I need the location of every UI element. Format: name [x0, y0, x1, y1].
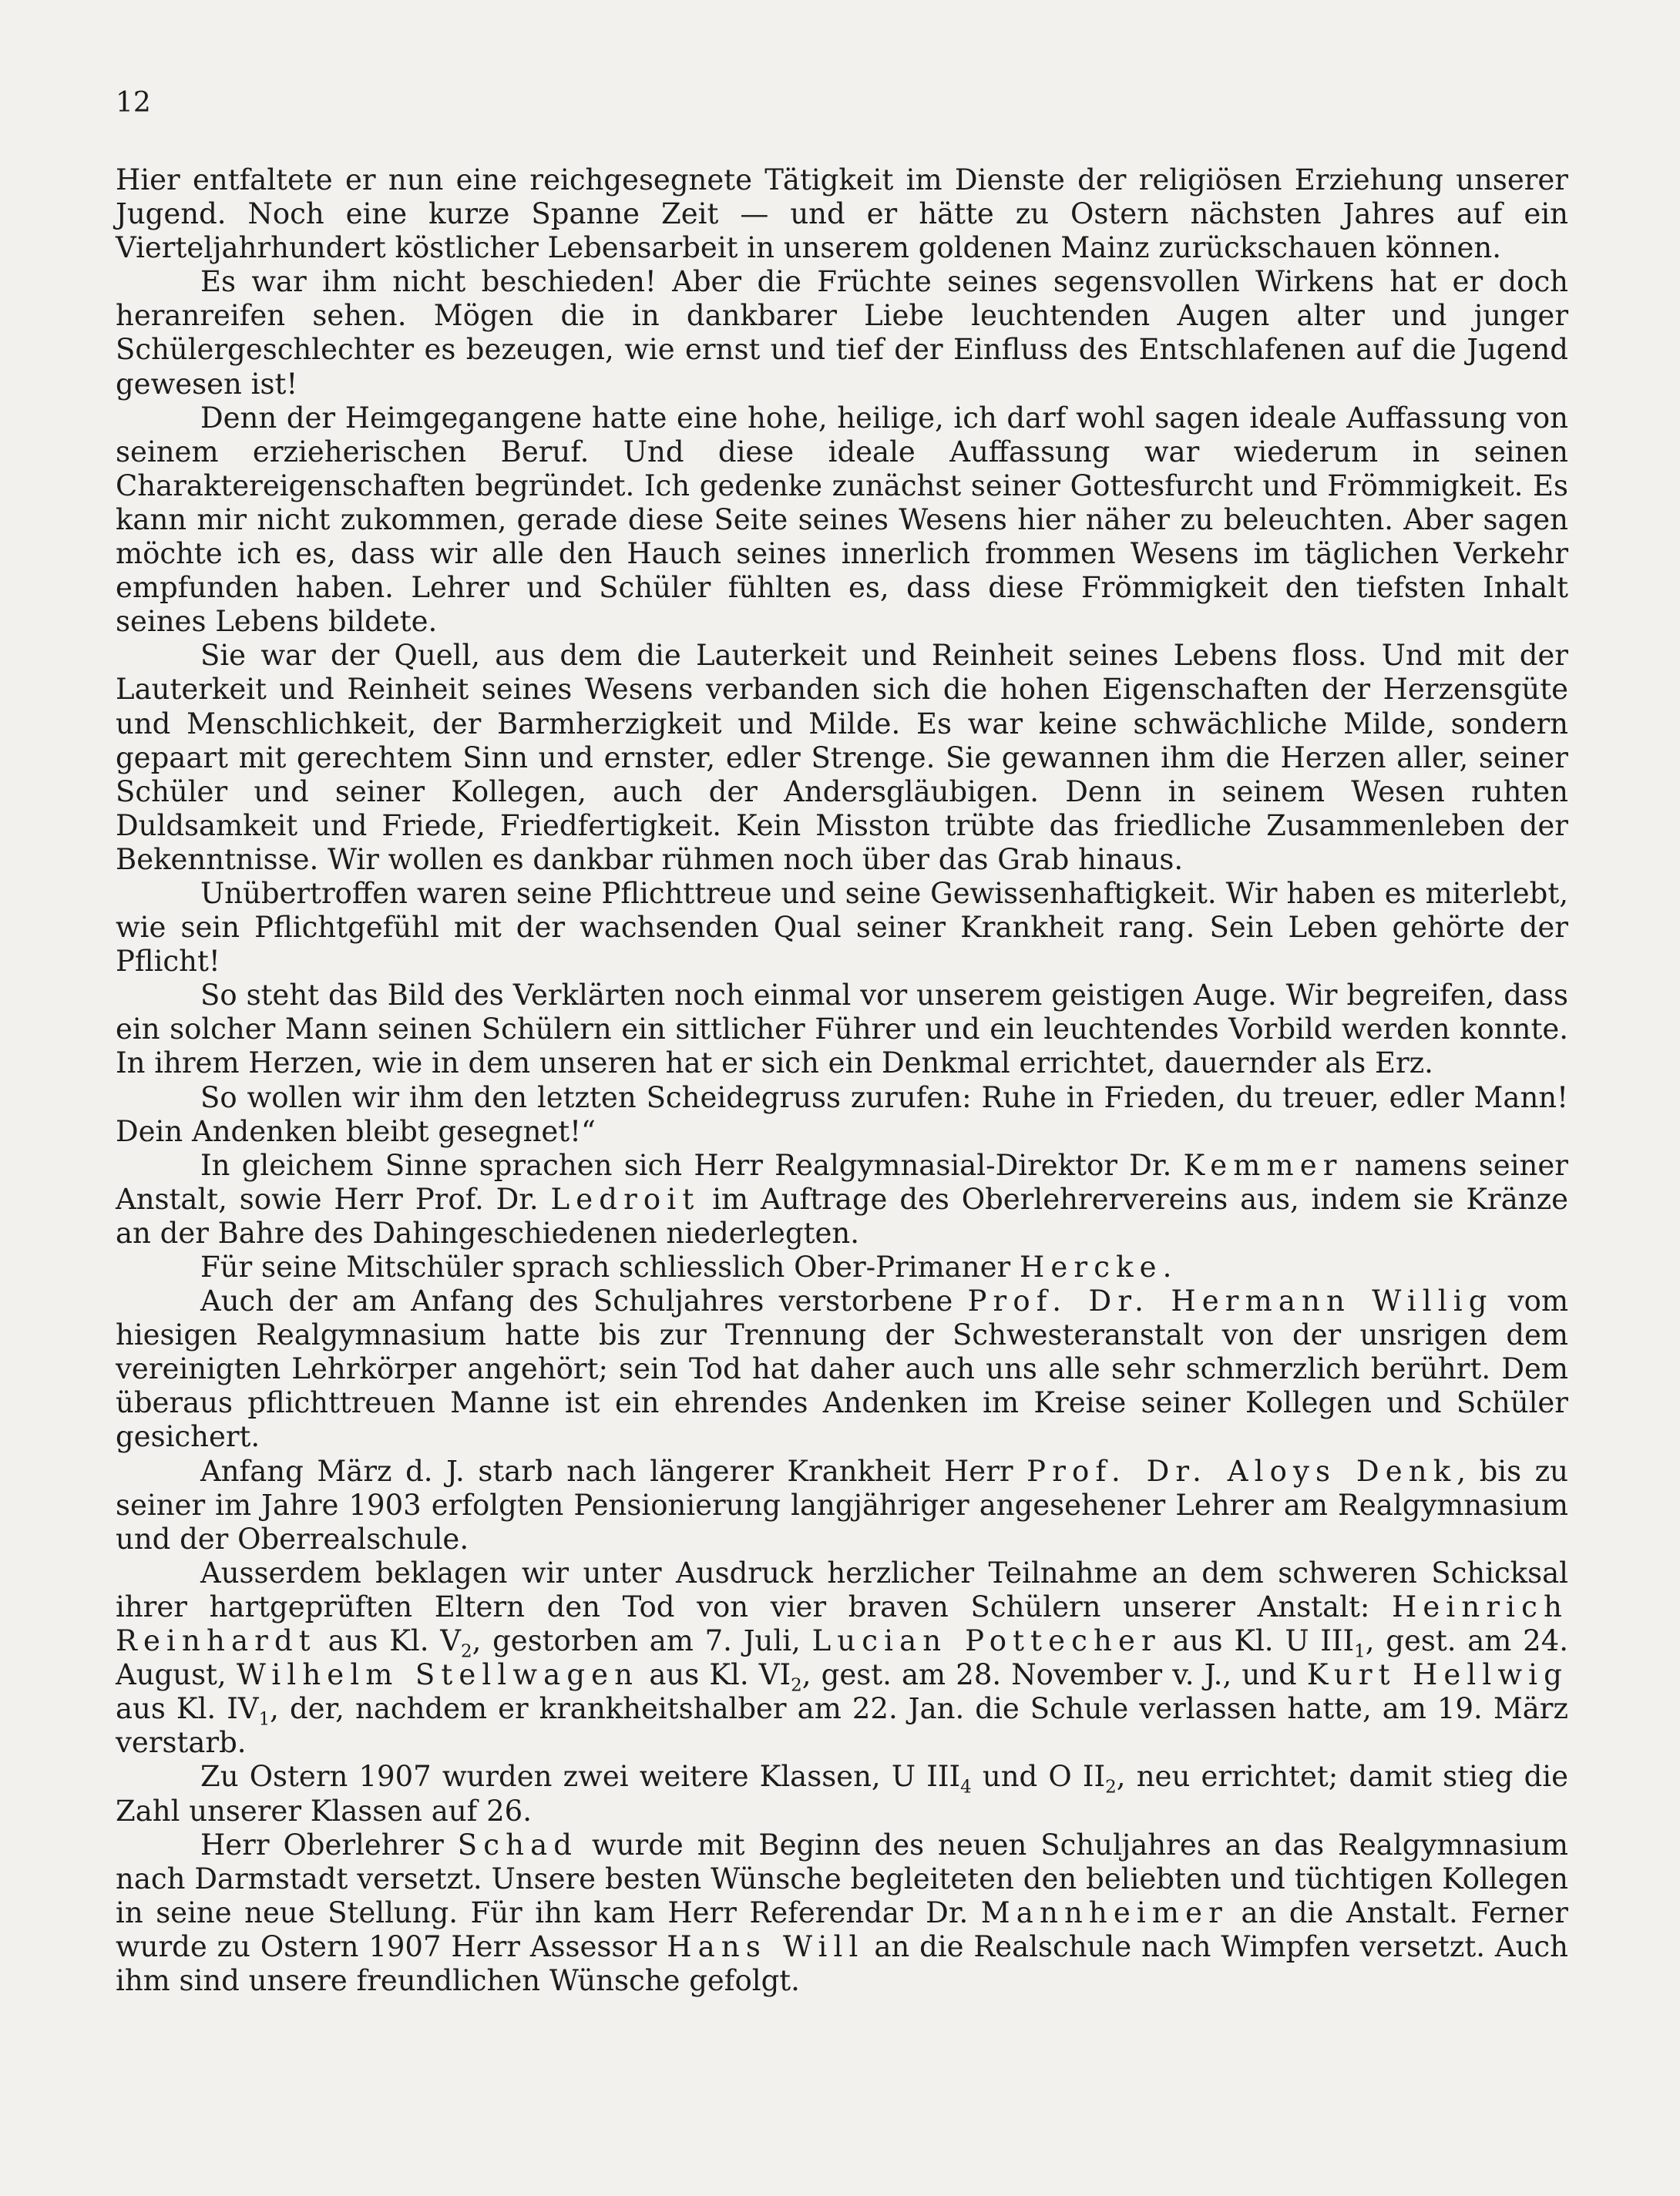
paragraph-2: Es war ihm nicht beschieden! Aber die Früchte seines segensvollen Wirkens hat er doch heranreifen sehen. Mögen die in dankbarer Liebe leuchtenden Augen alter und junger Schülergeschlechter es bezeugen, wie ernst und tief der Einfluss des Entschlafenen auf die Jugend gewesen ist! — [116, 265, 1568, 401]
paragraph-12 — [116, 1556, 1568, 1761]
person-name-mannheimer: Mannheimer — [980, 1895, 1228, 1929]
person-name-ledroit: Ledroit — [550, 1182, 701, 1216]
class-subscript: 2 — [460, 1641, 472, 1662]
text-segment: aus Kl. U III — [1172, 1624, 1355, 1658]
text-segment: In gleichem Sinne sprachen sich Herr Realgymnasial-Direktor Dr. — [200, 1148, 1172, 1182]
body-text — [116, 163, 1568, 1998]
person-name-denk: Prof. Dr. Aloys Denk — [1026, 1454, 1457, 1488]
paragraph-3: Denn der Heimgegangene hatte eine hohe, heilige, ich darf wohl sagen ideale Auffassung von seinem erzieherischen Beruf. Und diese ideale Auffassung war wiederum in seinen Charaktereigenschaften begründet. Ich gedenke zunächst seiner Gottesfurcht und Frömmigkeit. Es kann mir nicht zukommen, gerade diese Seite seines Wesens hier näher zu beleuchten. Aber sagen möchte ich es, dass wir alle den Hauch seines innerlich frommen Wesens im täglichen Verkehr empfunden haben. Lehrer und Schüler fühlten es, dass diese Frömmigkeit den tiefsten Inhalt seines Lebens bildete. — [116, 401, 1568, 639]
text-segment: , gest. am 24. August, — [116, 1624, 1569, 1692]
student-name-stellwagen: Wilhelm Stellwagen — [236, 1658, 640, 1692]
paragraph-9 — [116, 1251, 1568, 1284]
paragraph-10 — [116, 1284, 1568, 1454]
person-name-schad: Schad — [457, 1828, 579, 1862]
text-segment: Auch der am Anfang des Schuljahres verstorbene — [200, 1284, 953, 1318]
page-number: 12 — [116, 87, 151, 119]
paragraph-8 — [116, 1149, 1568, 1251]
text-segment: Herr Oberlehrer — [200, 1828, 444, 1862]
class-subscript: 1 — [258, 1709, 270, 1730]
person-name-willig: Prof. Dr. Hermann Willig — [967, 1284, 1494, 1318]
text-segment: aus Kl. VI — [649, 1658, 791, 1692]
text-segment: im Auftrage des Oberlehrervereins aus, indem sie Kränze an der Bahre des Dahingeschiedenen niederlegten. — [116, 1182, 1568, 1250]
paragraph-5: Unübertroffen waren seine Pflichttreue und seine Gewissenhaftigkeit. Wir haben es miterlebt, wie sein Pflichtgefühl mit der wachsenden Qual seiner Krankheit rang. Sein Leben gehörte der Pflicht! — [116, 876, 1568, 979]
text-segment: wurde mit Beginn des neuen Schuljahres an das Realgymnasium nach Darmstadt versetzt. Unsere besten Wünsche begleiteten den beliebten und tüchtigen Kollegen in seine neue Stellung. Für ihn kam Herr Referendar Dr. — [116, 1828, 1568, 1929]
text-segment: , gestorben am 7. Juli, — [472, 1624, 801, 1658]
class-subscript: 1 — [1354, 1641, 1366, 1662]
text-segment: , neu errichtet; damit stieg die Zahl unserer Klassen auf 26. — [116, 1760, 1568, 1828]
text-segment: an die Anstalt. Ferner wurde zu Ostern 1907 Herr Assessor — [116, 1895, 1568, 1963]
text-segment: , bis zu seiner im Jahre 1903 erfolgten Pensionierung langjähriger angesehener Lehrer am Realgymnasium und der Oberrealschule. — [116, 1454, 1568, 1556]
text-segment: an die Realschule nach Wimpfen versetzt. Auch ihm sind unsere freundlichen Wünsche gefolgt. — [116, 1929, 1568, 1997]
person-name-will: Hans Will — [667, 1929, 865, 1963]
paragraph-13 — [116, 1760, 1568, 1828]
student-name-reinhardt: Heinrich Reinhardt — [116, 1590, 1568, 1658]
paragraph-11 — [116, 1455, 1568, 1556]
paragraph-6: So steht das Bild des Verklärten noch einmal vor unserem geistigen Auge. Wir begreifen, dass ein solcher Mann seinen Schülern ein sittlicher Führer und ein leuchtendes Vorbild werden konnte. In ihrem Herzen, wie in dem unseren hat er sich ein Denkmal errichtet, dauernder als Erz. — [116, 979, 1568, 1080]
class-subscript: 2 — [791, 1675, 802, 1696]
person-name-kemmer: Kemmer — [1183, 1148, 1343, 1182]
paragraph-14 — [116, 1828, 1568, 1998]
class-subscript: 2 — [1105, 1777, 1117, 1798]
paragraph-7: So wollen wir ihm den letzten Scheidegruss zurufen: Ruhe in Frieden, du treuer, edler Mann! Dein Andenken bleibt gesegnet!“ — [116, 1080, 1568, 1148]
paragraph-4: Sie war der Quell, aus dem die Lauterkeit und Reinheit seines Lebens floss. Und mit der Lauterkeit und Reinheit seines Wesens verbanden sich die hohen Eigenschaften der Herzensgüte und Menschlichkeit, der Barmherzigkeit und Milde. Es war keine schwächliche Milde, sondern gepaart mit gerechtem Sinn und ernster, edler Strenge. Sie gewannen ihm die Herzen aller, seiner Schüler und seiner Kollegen, auch der Andersgläubigen. Denn in seinem Wesen ruhten Duldsamkeit und Friede, Friedfertigkeit. Kein Misston trübte das friedliche Zusammenleben der Bekenntnisse. Wir wollen es dankbar rühmen noch über das Grab hinaus. — [116, 639, 1568, 876]
student-name-hellwig: Kurt Hellwig — [1306, 1658, 1568, 1692]
text-segment: Ausserdem beklagen wir unter Ausdruck herzlicher Teilnahme an dem schweren Schicksal ihrer hartgeprüften Eltern den Tod von vier braven Schülern unserer Anstalt: — [116, 1556, 1568, 1623]
class-subscript: 4 — [960, 1777, 972, 1798]
text-segment: , der, nachdem er krankheitshalber am 22. Jan. die Schule verlassen hatte, am 19. März verstarb. — [116, 1692, 1568, 1760]
text-segment: aus Kl. IV — [116, 1692, 259, 1726]
text-segment: . — [1162, 1251, 1172, 1284]
text-segment: und O II — [982, 1760, 1106, 1794]
text-segment: Für seine Mitschüler sprach schliesslich Ober-Primaner — [200, 1251, 1011, 1284]
person-name-hercke: Hercke — [1019, 1251, 1163, 1284]
text-segment: vom hiesigen Realgymnasium hatte bis zur Trennung der Schwesteranstalt von der unsrigen dem vereinigten Lehrkörper angehört; sein Tod hat daher auch uns alle sehr schmerzlich berührt. Dem überaus pflichttreuen Manne ist ein ehrendes Andenken im Kreise seiner Kollegen und Schüler gesichert. — [116, 1284, 1569, 1454]
text-segment: namens seiner Anstalt, sowie Herr Prof. Dr. — [116, 1148, 1568, 1216]
text-segment: Zu Ostern 1907 wurden zwei weitere Klassen, U III — [200, 1760, 961, 1794]
text-segment: aus Kl. V — [328, 1624, 461, 1658]
text-segment: , gest. am 28. November v. J., und — [801, 1658, 1297, 1692]
text-segment: Anfang März d. J. starb nach längerer Krankheit Herr — [200, 1454, 1013, 1488]
student-name-pottecher: Lucian Pottecher — [811, 1624, 1161, 1658]
paragraph-1: Hier entfaltete er nun eine reichgesegnete Tätigkeit im Dienste der religiösen Erziehung unserer Jugend. Noch eine kurze Spanne Zeit — und er hätte zu Ostern nächsten Jahres auf ein Vierteljahrhundert köstlicher Lebensarbeit in unserem goldenen Mainz zurückschauen können. — [116, 163, 1568, 265]
